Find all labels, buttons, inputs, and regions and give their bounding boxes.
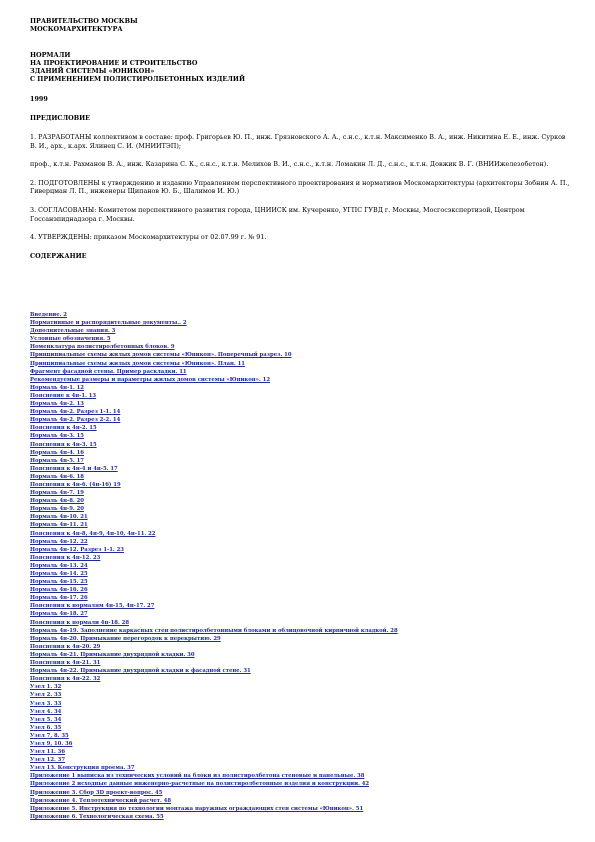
toc-link[interactable]: Узел 11. 36 <box>30 749 66 756</box>
toc-link[interactable]: Пояснения к 4н-8, 4н-9, 4н-10, 4н-11. 22 <box>30 530 156 537</box>
toc-link[interactable]: Нормаль 4н-2. Разрез 1-1. 14 <box>30 409 121 416</box>
preface-paragraph-5: 4. УТВЕРЖДЕНЫ: приказом Москомархитектуры от 02.07.99 г. № 91. <box>30 233 267 242</box>
toc-link[interactable]: Нормаль 4н-4. 16 <box>30 449 84 456</box>
toc-link[interactable]: Пояснения к 4н-2. 15 <box>30 425 97 432</box>
toc-link[interactable]: Узел 5. 34 <box>30 716 62 723</box>
toc-link[interactable]: Пояснения к 4н-3. 15 <box>30 441 97 448</box>
toc-link[interactable]: Нормаль 4н-12. Разрез 1-1. 23 <box>30 546 124 553</box>
toc-link[interactable]: Узел 1. 32 <box>30 684 62 691</box>
org-name: ПРАВИТЕЛЬСТВО МОСКВЫ <box>30 17 138 25</box>
title-line-1: НОРМАЛИ <box>30 51 71 59</box>
preface-paragraph-2: проф., к.т.н. Рахманов В. А., инж. Казарина С. К., с.н.с., к.т.н. Мелихов В. И., с.н.с., к.т.н. Ломакин Л. Д., с.н.с., к.т.н. Довжик В. Г. (ВНИИжелезобетон). <box>30 160 549 169</box>
toc-link[interactable]: Нормаль 4н-6. 18 <box>30 473 84 480</box>
preface-paragraph-3: 2. ПОДГОТОВЛЕНЫ к утверждению и изданию Управлением перспективного проектирования и нормативов Москомархитектуры (архитекторы Зобнин А. П., Гиверцман Л. П., инженеры Щипанов Ю. Б., Шалимов И. Ю.) <box>30 178 570 196</box>
toc-link[interactable]: Нормаль 4н-2. Разрез 2-2. 14 <box>30 417 121 424</box>
toc-link[interactable]: Пояснения к 4н-6. (4н-16) 19 <box>30 481 121 488</box>
toc-link[interactable]: Нормаль 4н-8. 20 <box>30 498 84 505</box>
toc-link[interactable]: Нормаль 4н-13. 24 <box>30 562 88 569</box>
toc-link[interactable]: Нормаль 4н-19. Заполнение каркасных стен полистиролбетонными блоками и облицовочной кирпичной кладкой. 28 <box>30 627 398 634</box>
toc-link[interactable]: Фрагмент фасадной стены. Пример раскладки. 11 <box>30 368 187 375</box>
toc-link[interactable]: Номенклатура полистиролбетонных блоков. 9 <box>30 344 175 351</box>
toc-link[interactable]: Узел 4. 34 <box>30 708 62 715</box>
toc-link[interactable]: Приложение 1 выписка из технических условий на блоки из полистиролбетона стеновые и панельные. 38 <box>30 773 365 780</box>
toc-link[interactable]: Введение. 2 <box>30 312 67 318</box>
toc-link[interactable]: Принципиальные схемы жилых домов системы «Юникон». План. 11 <box>30 360 245 367</box>
toc-link[interactable]: Нормаль 4н-16. 26 <box>30 587 88 594</box>
toc-link[interactable]: Приложение 4. Теплотехнический расчет. 48 <box>30 797 172 804</box>
toc-link[interactable]: Принципиальные схемы жилых домов системы «Юникон». Поперечный разрез. 10 <box>30 352 292 359</box>
title-line-3: ЗДАНИЙ СИСТЕМЫ «ЮНИКОН» <box>30 67 155 75</box>
toc-link[interactable]: Нормаль 4н-12. 22 <box>30 538 88 545</box>
toc-link[interactable]: Приложение 2 исходные данные инженерно-расчетные на полистиролбетонные изделия и конструкции. 42 <box>30 781 370 788</box>
document-page <box>30 17 570 260</box>
toc-link[interactable]: Нормаль 4н-9. 20 <box>30 506 84 513</box>
toc-link[interactable]: Пояснение к 4н-1. 13 <box>30 392 97 399</box>
toc-link[interactable]: Нормаль 4н-2. 13 <box>30 401 84 408</box>
preface-paragraph-4: 3. СОГЛАСОВАНЫ: Комитетом перспективного развития города, ЦНИИСК им. Кучеренко, УГПС ГУВД г. Москвы, Мосгосэкспертизой, Центром Госсанэпиднадзора г. Москвы. <box>30 205 525 223</box>
toc-link[interactable]: Рекомендуемые размеры и параметры жилых домов системы «Юникон». 12 <box>30 376 271 383</box>
toc-link[interactable]: Нормаль 4н-15. 25 <box>30 579 88 586</box>
toc-link[interactable]: Дополнительные знания. 3 <box>30 328 116 335</box>
toc-link[interactable]: Узел 9, 10. 36 <box>30 740 73 747</box>
toc-link[interactable]: Пояснения к нормали 4н-18. 28 <box>30 619 129 626</box>
toc-link[interactable]: Нормаль 4н-18. 27 <box>30 611 88 618</box>
toc-link[interactable]: Нормаль 4н-11. 21 <box>30 522 88 529</box>
toc-link[interactable]: Пояснения к 4н-20. 29 <box>30 643 101 650</box>
title-line-4: С ПРИМЕНЕНИЕМ ПОЛИСТИРОЛБЕТОННЫХ ИЗДЕЛИЙ <box>30 75 246 83</box>
toc-link[interactable]: Пояснения к нормалям 4н-15, 4н-17. 27 <box>30 603 155 610</box>
toc-link[interactable]: Нормаль 4н-14. 25 <box>30 571 88 577</box>
toc-link[interactable]: Приложение 3. Сбор 3D проект-вопрос. 45 <box>30 789 163 796</box>
toc-link[interactable]: Пояснения к 4н-12. 23 <box>30 554 101 561</box>
org-department: МОСКОМАРХИТЕКТУРА <box>30 25 123 33</box>
toc-link[interactable]: Пояснения к 4н-21. 31 <box>30 660 101 667</box>
toc-link[interactable]: Приложение 5. Инструкция по технологии монтажа наружных ограждающих стен системы «Юникон». 51 <box>30 805 364 812</box>
preface-heading: ПРЕДИСЛОВИЕ <box>30 114 91 122</box>
toc-link[interactable]: Узел 3. 33 <box>30 700 62 707</box>
toc-link[interactable]: Приложение 6. Технологическая схема. 55 <box>30 813 164 820</box>
toc-link[interactable]: Узел 2. 33 <box>30 692 62 699</box>
contents-heading: СОДЕРЖАНИЕ <box>30 251 87 260</box>
toc-link[interactable]: Нормаль 4н-20. Примыкание перегородок к перекрытию. 29 <box>30 635 221 642</box>
title-line-2: НА ПРОЕКТИРОВАНИЕ И СТРОИТЕЛЬСТВО <box>30 59 198 67</box>
toc-link[interactable]: Нормаль 4н-22. Примыкание двухрядной кладки к фасадной стене. 31 <box>30 668 251 675</box>
document-year: 1999 <box>30 95 48 103</box>
toc-link[interactable]: Нормаль 4н-7. 19 <box>30 490 84 497</box>
toc-link[interactable]: Пояснения к 4н-4 и 4н-5. 17 <box>30 465 118 472</box>
toc-link[interactable]: Нормаль 4н-17. 26 <box>30 595 88 602</box>
toc-link[interactable]: Узел 7, 8. 35 <box>30 732 69 739</box>
table-of-contents <box>30 311 570 821</box>
toc-link[interactable]: Узел 13. Конструкция проема. 37 <box>30 765 135 772</box>
toc-link[interactable]: Нормаль 4н-21. Примыкание двухрядной кладки. 30 <box>30 651 195 658</box>
toc-link[interactable]: Нормаль 4н-5. 17 <box>30 457 84 464</box>
toc-link[interactable]: Узел 6. 35 <box>30 724 62 731</box>
toc-link[interactable]: Пояснения к 4н-22. 32 <box>30 676 101 683</box>
toc-link[interactable]: Нормативные и распорядительные документы.. 2 <box>30 320 187 327</box>
toc-link[interactable]: Условные обозначения. 5 <box>30 336 111 343</box>
toc-link[interactable]: Нормаль 4н-3. 15 <box>30 433 84 440</box>
toc-link[interactable]: Нормаль 4н-10. 21 <box>30 514 88 521</box>
preface-paragraph-1: 1. РАЗРАБОТАНЫ коллективом в составе: проф. Григорьев Ю. П., инж. Грязновского А. А., с.н.с., к.т.н. Максименко В. А., инж. Никитина Е. Е., инж. Сурков В. И., арх., к.арх. Ялинец С. И. (МНИИТЭП); <box>30 133 566 150</box>
toc-link[interactable]: Нормаль 4н-1. 12 <box>30 384 84 391</box>
toc-link[interactable]: Узел 12. 37 <box>30 757 66 764</box>
